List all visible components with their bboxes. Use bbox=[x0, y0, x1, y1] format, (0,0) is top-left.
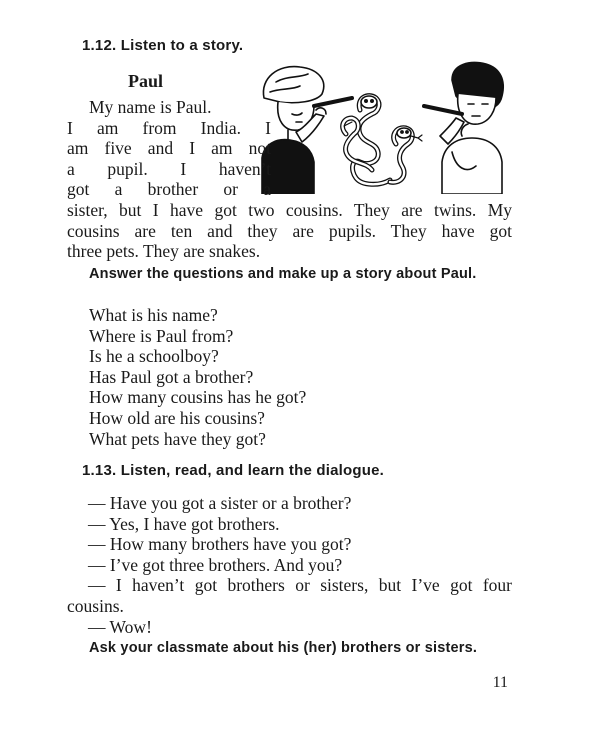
dialogue-line: — I haven’t got brothers or sisters, but I’ve got four bbox=[88, 575, 512, 596]
dialogue-line: cousins. bbox=[67, 595, 124, 616]
question-item: How old are his cousins? bbox=[89, 407, 265, 428]
left-flute bbox=[314, 98, 352, 106]
story-title: Paul bbox=[128, 71, 164, 91]
snake-charmers-illustration bbox=[256, 58, 511, 194]
right-charmer-figure bbox=[440, 63, 503, 194]
story-line: sister, but I have got two cousins. They are twins. My bbox=[67, 200, 512, 220]
right-flute bbox=[424, 106, 462, 114]
task-instruction-1-12: Answer the questions and make up a story about Paul. bbox=[89, 266, 477, 282]
question-item: What is his name? bbox=[89, 305, 218, 325]
page-number: 11 bbox=[492, 674, 508, 691]
left-charmer-figure bbox=[262, 67, 326, 194]
story-line: got a brother or a bbox=[67, 179, 271, 200]
story-text-narrow bbox=[67, 97, 271, 200]
question-item: Where is Paul from? bbox=[89, 325, 234, 346]
question-item: How many cousins has he got? bbox=[89, 387, 307, 408]
question-item: Has Paul got a brother? bbox=[89, 366, 254, 387]
question-item: Is he a schoolboy? bbox=[89, 346, 219, 367]
story-line: three pets. They are snakes. bbox=[67, 241, 261, 262]
dialogue-line: — How many brothers have you got? bbox=[88, 534, 352, 555]
question-item: What pets have they got? bbox=[89, 428, 266, 449]
exercise-heading-1-13: 1.13. Listen, read, and learn the dialogue. bbox=[82, 462, 385, 479]
story-line: am five and I am not bbox=[67, 138, 271, 159]
story-line: a pupil. I haven’t bbox=[67, 158, 271, 179]
questions-list bbox=[89, 305, 306, 449]
exercise-heading-1-12: 1.12. Listen to a story. bbox=[82, 37, 244, 54]
dialogue-line: — Have you got a sister or a brother? bbox=[88, 493, 352, 513]
dialogue-line: — Wow! bbox=[88, 616, 152, 637]
dialogue-text bbox=[67, 493, 512, 637]
story-text-wide bbox=[67, 200, 512, 262]
story-line: My name is Paul. bbox=[89, 97, 212, 117]
dialogue-line: — I’ve got three brothers. And you? bbox=[88, 554, 343, 575]
dialogue-line: — Yes, I have got brothers. bbox=[88, 513, 280, 534]
snakes-group bbox=[343, 96, 422, 185]
task-instruction-1-13: Ask your classmate about his (her) brothers or sisters. bbox=[89, 640, 478, 656]
story-line: I am from India. I bbox=[67, 117, 271, 138]
story-line: cousins are ten and they are pupils. They have got bbox=[67, 220, 512, 241]
